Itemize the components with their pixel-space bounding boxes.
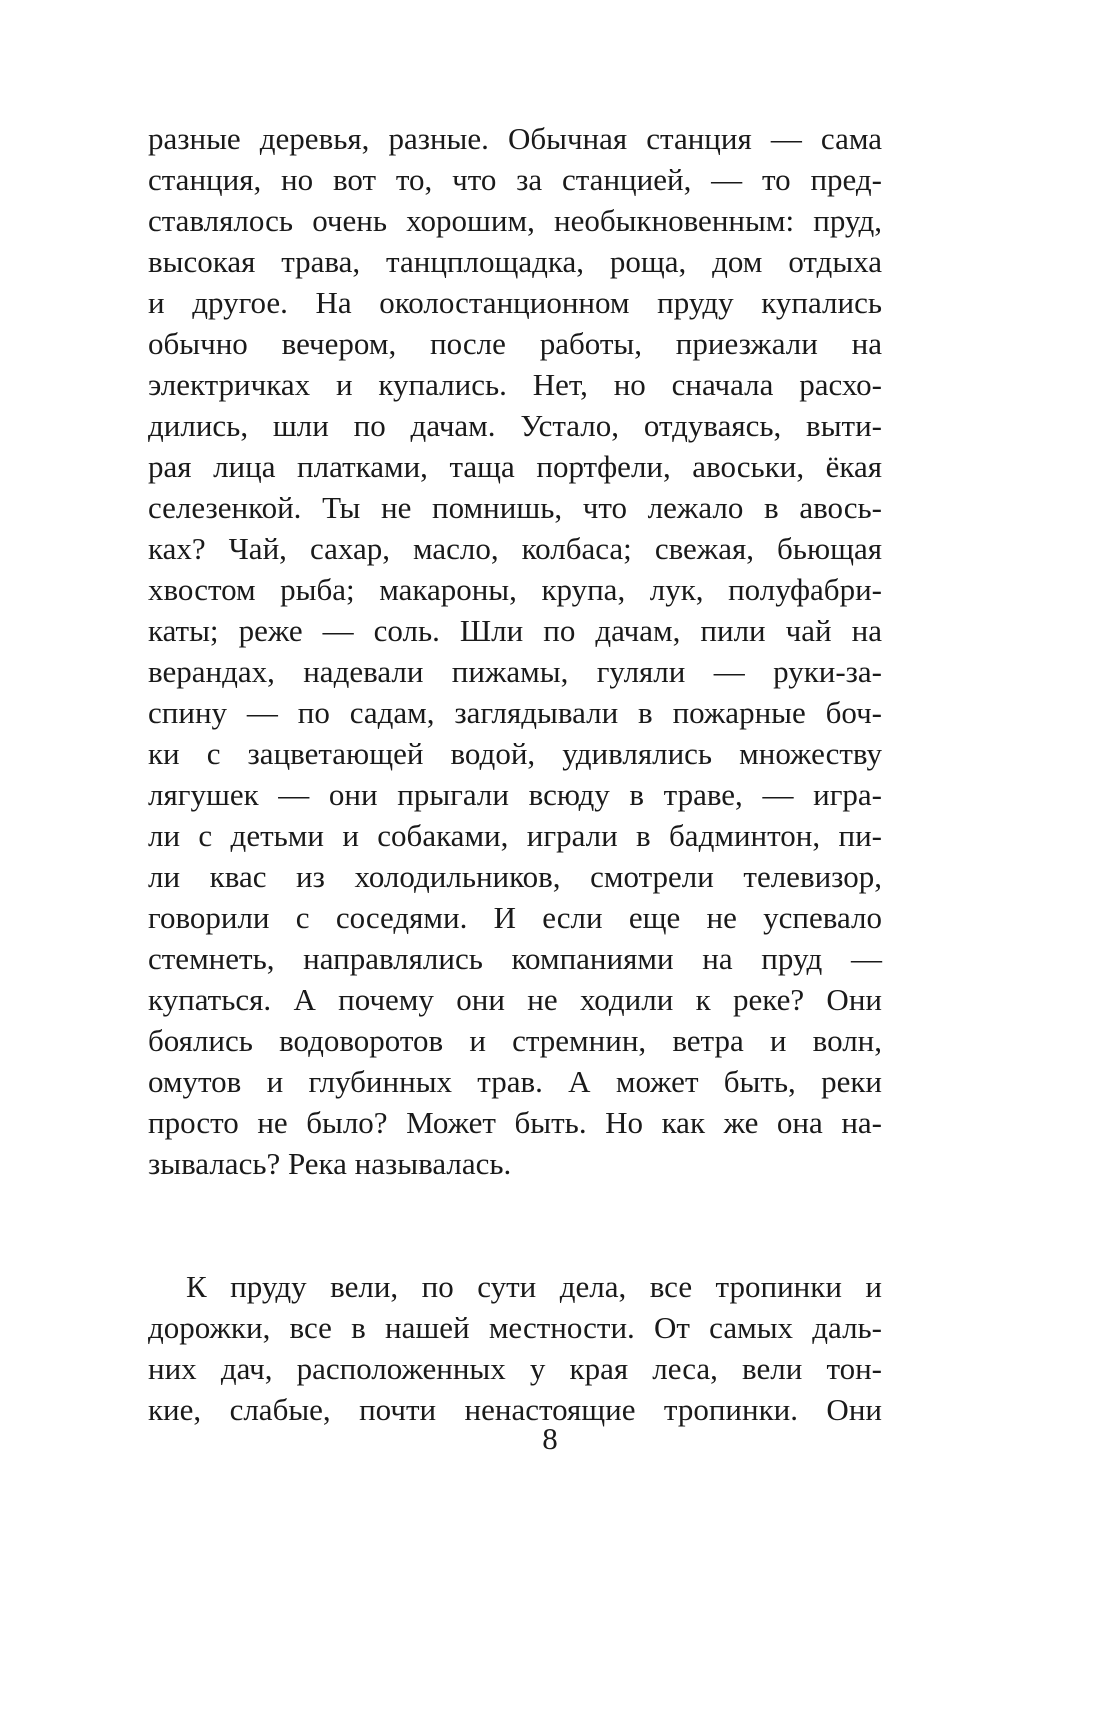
text-line: электричках и купались. Нет, но сначала расхо- — [148, 367, 882, 402]
text-line: ли с детьми и собаками, играли в бадминтон, пи- — [148, 818, 882, 853]
text-line: них дач, расположенных у края леса, вели тон- — [148, 1351, 882, 1386]
text-line: обычно вечером, после работы, приезжали на — [148, 326, 882, 361]
text-line: просто не было? Может быть. Но как же она на- — [148, 1105, 882, 1140]
text-line: селезенкой. Ты не помнишь, что лежало в авось- — [148, 490, 882, 525]
text-line: стемнеть, направлялись компаниями на пруд — — [148, 941, 882, 976]
text-line: лягушек — они прыгали всюду в траве, — игра- — [148, 777, 882, 812]
text-line: К пруду вели, по сути дела, все тропинки и — [186, 1269, 882, 1304]
text-line: дорожки, все в нашей местности. От самых даль- — [148, 1310, 882, 1345]
paragraph-2 — [148, 1266, 882, 1430]
text-line: ках? Чай, сахар, масло, колбаса; свежая, бьющая — [148, 531, 882, 566]
text-line: высокая трава, танцплощадка, роща, дом отдыха — [148, 244, 882, 279]
book-page-text — [148, 118, 882, 1430]
text-line: зывалась? Река называлась. — [148, 1146, 512, 1181]
text-line: говорили с соседями. И если еще не успевало — [148, 900, 882, 935]
text-line: дились, шли по дачам. Устало, отдуваясь, выти- — [148, 408, 882, 443]
text-line: каты; реже — соль. Шли по дачам, пили чай на — [148, 613, 882, 648]
page-number: 8 — [542, 1421, 558, 1456]
text-line: спину — по садам, заглядывали в пожарные боч- — [148, 695, 882, 730]
text-line: ставлялось очень хорошим, необыкновенным: пруд, — [148, 203, 882, 238]
text-line: хвостом рыба; макароны, крупа, лук, полуфабри- — [148, 572, 882, 607]
text-line: боялись водоворотов и стремнин, ветра и волн, — [148, 1023, 882, 1058]
text-line: станция, но вот то, что за станцией, — то пред- — [148, 162, 882, 197]
paragraph-gap — [148, 1184, 882, 1266]
paragraph-1 — [148, 118, 882, 1184]
text-line: кие, слабые, почти ненастоящие тропинки. Они — [148, 1392, 882, 1427]
text-line: рая лица платками, таща портфели, авоськи, ёкая — [148, 449, 882, 484]
text-line: разные деревья, разные. Обычная станция — сама — [148, 121, 882, 156]
text-line: омутов и глубинных трав. А может быть, реки — [148, 1064, 882, 1099]
text-line: ли квас из холодильников, смотрели телевизор, — [148, 859, 882, 894]
text-line: верандах, надевали пижамы, гуляли — руки-за- — [148, 654, 882, 689]
text-line: ки с зацветающей водой, удивлялись множеству — [148, 736, 882, 771]
text-line: купаться. А почему они не ходили к реке? Они — [148, 982, 882, 1017]
text-line: и другое. На околостанционном пруду купались — [148, 285, 882, 320]
